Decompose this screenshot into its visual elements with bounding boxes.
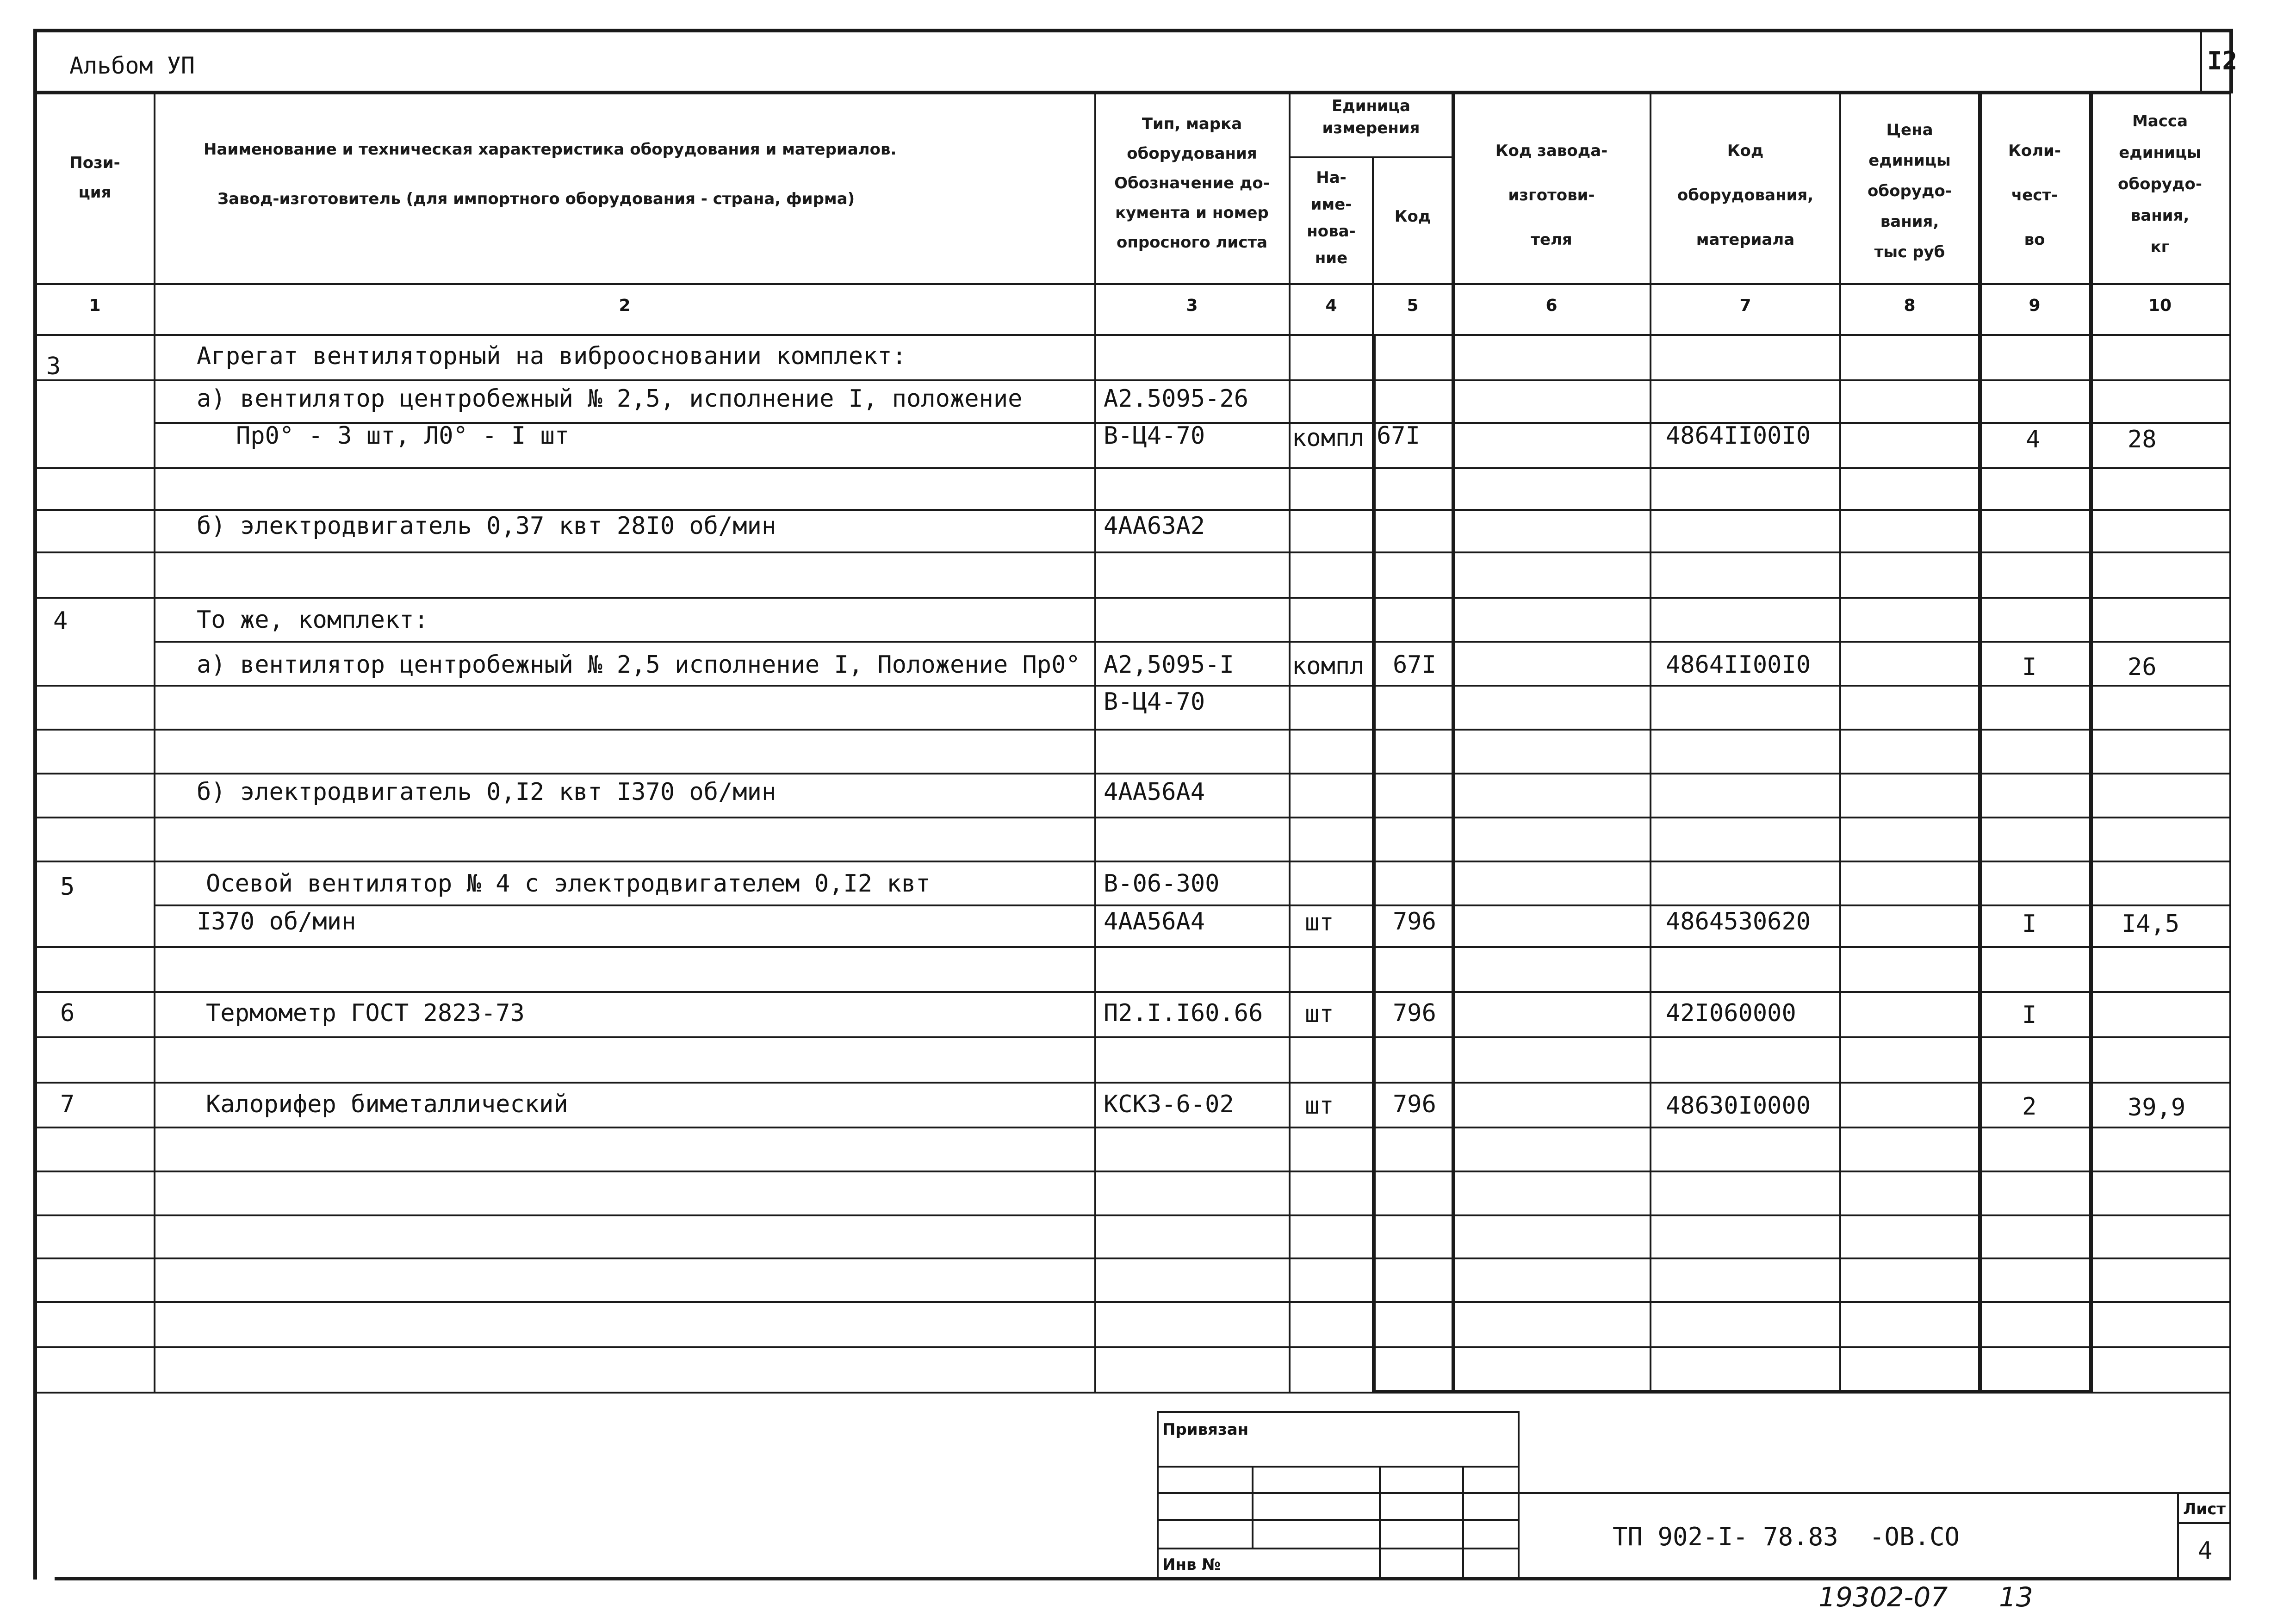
- row-type: В-06-300: [1104, 870, 1220, 898]
- col-sep-7: [1839, 91, 1841, 1394]
- col-num-2: 2: [619, 296, 631, 315]
- row-name: Осевой вентилятор № 4 с электродвигателем 0,I2 квт: [206, 870, 931, 898]
- row-quantity: 2: [2022, 1093, 2037, 1121]
- row-quantity: 4: [2026, 426, 2041, 453]
- header-bottom-line: [33, 283, 2231, 285]
- col-sep-1: [154, 91, 155, 1394]
- row-line: [33, 1214, 2231, 1216]
- stamp-sep: [1252, 1466, 1253, 1548]
- row-line: [33, 1346, 2231, 1348]
- row-line: [33, 861, 2231, 862]
- row-unit: шт: [1305, 909, 1334, 936]
- stamp-attached-label: Привязан: [1162, 1420, 1249, 1439]
- col-header-unit-group: Единица измерения: [1322, 97, 1420, 137]
- row-name: а) вентилятор центробежный № 2,5, исполнение I, положение: [197, 385, 1023, 413]
- row-position: 5: [60, 873, 75, 901]
- col-sep-5: [1452, 91, 1455, 1394]
- row-line: [33, 509, 2231, 511]
- row-line: [33, 946, 2231, 948]
- sheet-label: Лист: [2183, 1500, 2226, 1518]
- col-header-type: Тип, марка оборудования Обозначение до- кумента и номер опросного листа: [1114, 115, 1270, 252]
- col-header-unit-name: На- име- нова- ние: [1307, 168, 1356, 267]
- row-line: [33, 379, 2231, 381]
- row-position: 7: [60, 1090, 75, 1118]
- row-line: [33, 991, 2231, 993]
- row-line: [33, 597, 2231, 599]
- row-mass: 39,9: [2128, 1094, 2186, 1121]
- row-quantity: I: [2022, 653, 2037, 681]
- document-code: ТП 902-I- 78.83: [1613, 1522, 1838, 1551]
- row-unit: шт: [1305, 1000, 1334, 1028]
- frame-top: [33, 29, 2231, 32]
- stamp-inv-label: Инв №: [1162, 1555, 1221, 1574]
- row-line: [33, 773, 2231, 774]
- row-line: [33, 729, 2231, 731]
- header-top-line: [33, 91, 2231, 94]
- row-type: А2.5095-26: [1104, 385, 1249, 413]
- row-equipment-code: 4864II00I0: [1666, 422, 1811, 450]
- row-name: Термометр ГОСТ 2823-73: [206, 999, 525, 1027]
- row-name: I370 об/мин: [197, 908, 356, 935]
- row-line: [33, 467, 2231, 469]
- row-type: 4АА56А4: [1104, 778, 1205, 806]
- row-type: В-Ц4-70: [1104, 422, 1205, 450]
- row-equipment-code: 4864II00I0: [1666, 651, 1811, 679]
- handwritten-number: 19302-07: [1818, 1581, 1948, 1613]
- col-header-factory-code: Код завода- изготови- теля: [1495, 142, 1608, 249]
- document-suffix: -ОВ.СО: [1869, 1522, 1960, 1551]
- row-line: [33, 1127, 2231, 1128]
- sheet-number: 4: [2198, 1537, 2213, 1565]
- row-line: [33, 1082, 2231, 1084]
- row-type: П2.I.I60.66: [1104, 999, 1263, 1027]
- col-sep-8: [1978, 91, 1982, 1394]
- row-name: Агрегат вентиляторный на виброосновании комплект:: [197, 342, 907, 370]
- col-sep-2: [1094, 91, 1096, 1394]
- row-name: а) вентилятор центробежный № 2,5 исполнение I, Положение Пр0°: [197, 651, 1080, 679]
- row-position: 3: [46, 353, 61, 380]
- row-unit: шт: [1305, 1092, 1334, 1120]
- row-unit-code: 67I: [1377, 422, 1420, 450]
- row-equipment-code: 4864530620: [1666, 908, 1811, 935]
- col-num-4: 4: [1325, 296, 1337, 315]
- row-line: [33, 685, 2231, 687]
- col-header-unit-code: Код: [1394, 207, 1431, 226]
- row-line: [33, 1301, 2231, 1303]
- col-num-6: 6: [1545, 296, 1558, 315]
- row-unit: компл: [1292, 424, 1365, 452]
- stamp-top: [1157, 1411, 1518, 1413]
- row-line: [33, 817, 2231, 818]
- col-num-10: 10: [2148, 296, 2172, 315]
- row-unit: компл: [1292, 652, 1365, 680]
- col-sep-4-bold: [1372, 334, 1376, 1394]
- col-sep-6: [1650, 91, 1651, 1394]
- col-header-equipment-code: Код оборудования, материала: [1677, 142, 1814, 249]
- row-unit-code: 796: [1393, 908, 1436, 935]
- col-num-9: 9: [2029, 296, 2041, 315]
- col-num-5: 5: [1407, 296, 1419, 315]
- row-mass: 26: [2128, 653, 2157, 681]
- row-name: Калорифер биметаллический: [206, 1090, 568, 1118]
- row-name: б) электродвигатель 0,I2 квт I370 об/мин: [197, 778, 776, 806]
- col-header-position: Пози- ция: [69, 154, 120, 202]
- row-equipment-code: 42I060000: [1666, 999, 1796, 1027]
- row-line: [154, 641, 2231, 643]
- row-position: 6: [60, 999, 75, 1027]
- row-line: [154, 904, 2231, 906]
- row-line: [33, 1258, 2231, 1259]
- row-name: б) электродвигатель 0,37 квт 28I0 об/мин: [197, 512, 776, 540]
- row-quantity: I: [2022, 1001, 2037, 1029]
- row-mass: 28: [2128, 426, 2157, 453]
- col-header-name-line1: Наименование и техническая характеристика оборудования и материалов.: [204, 140, 897, 159]
- corner-divider: [2200, 29, 2202, 91]
- frame-bottom: [55, 1577, 2229, 1580]
- col-header-mass: Масса единицы оборудо- вания, кг: [2118, 112, 2202, 256]
- col-header-quantity: Коли- чест- во: [2008, 142, 2061, 249]
- row-position: 4: [53, 607, 68, 635]
- row-mass: I4,5: [2122, 910, 2180, 938]
- row-unit-code: 67I: [1393, 651, 1436, 679]
- unit-group-line: [1289, 156, 1452, 158]
- sheet-box-left: [2177, 1492, 2179, 1577]
- col-header-price: Цена единицы оборудо- вания, тыс руб: [1868, 121, 1952, 261]
- row-line: [33, 1036, 2231, 1038]
- row-type: А2,5095-I: [1104, 651, 1234, 679]
- col-num-7: 7: [1739, 296, 1751, 315]
- stamp-doc-line: [1518, 1492, 2230, 1494]
- row-unit-code: 796: [1393, 999, 1436, 1027]
- number-row-line: [33, 334, 2231, 336]
- col-num-8: 8: [1904, 296, 1916, 315]
- col-num-1: 1: [89, 296, 101, 315]
- album-title: Альбом УП: [69, 52, 195, 79]
- stamp-right: [1518, 1411, 1520, 1578]
- row-type: 4АА63А2: [1104, 512, 1205, 540]
- col-num-3: 3: [1186, 296, 1198, 315]
- col-sep-3: [1289, 91, 1291, 1394]
- row-type: В-Ц4-70: [1104, 688, 1205, 716]
- row-name: То же, комплект:: [197, 606, 428, 634]
- stamp-sep: [1462, 1466, 1464, 1578]
- stamp-sep: [1379, 1466, 1381, 1578]
- row-name: Пр0° - 3 шт, Л0° - I шт: [236, 422, 570, 450]
- col-header-name-line2: Завод-изготовитель (для импортного оборудования - страна, фирма): [217, 190, 855, 208]
- row-equipment-code: 48630I0000: [1666, 1092, 1811, 1120]
- body-bottom-line: [33, 1392, 2231, 1394]
- row-quantity: I: [2022, 910, 2037, 938]
- frame-right: [2229, 91, 2231, 1580]
- row-unit-code: 796: [1393, 1090, 1436, 1118]
- handwritten-number: 13: [1999, 1581, 2033, 1613]
- row-type: 4АА56А4: [1104, 908, 1205, 935]
- row-line: [33, 551, 2231, 553]
- stamp-left: [1157, 1411, 1159, 1578]
- row-line: [33, 1171, 2231, 1172]
- row-type: КСК3-6-02: [1104, 1090, 1234, 1118]
- page-corner-number: I2: [2207, 46, 2238, 75]
- col-sep-9: [2089, 91, 2093, 1394]
